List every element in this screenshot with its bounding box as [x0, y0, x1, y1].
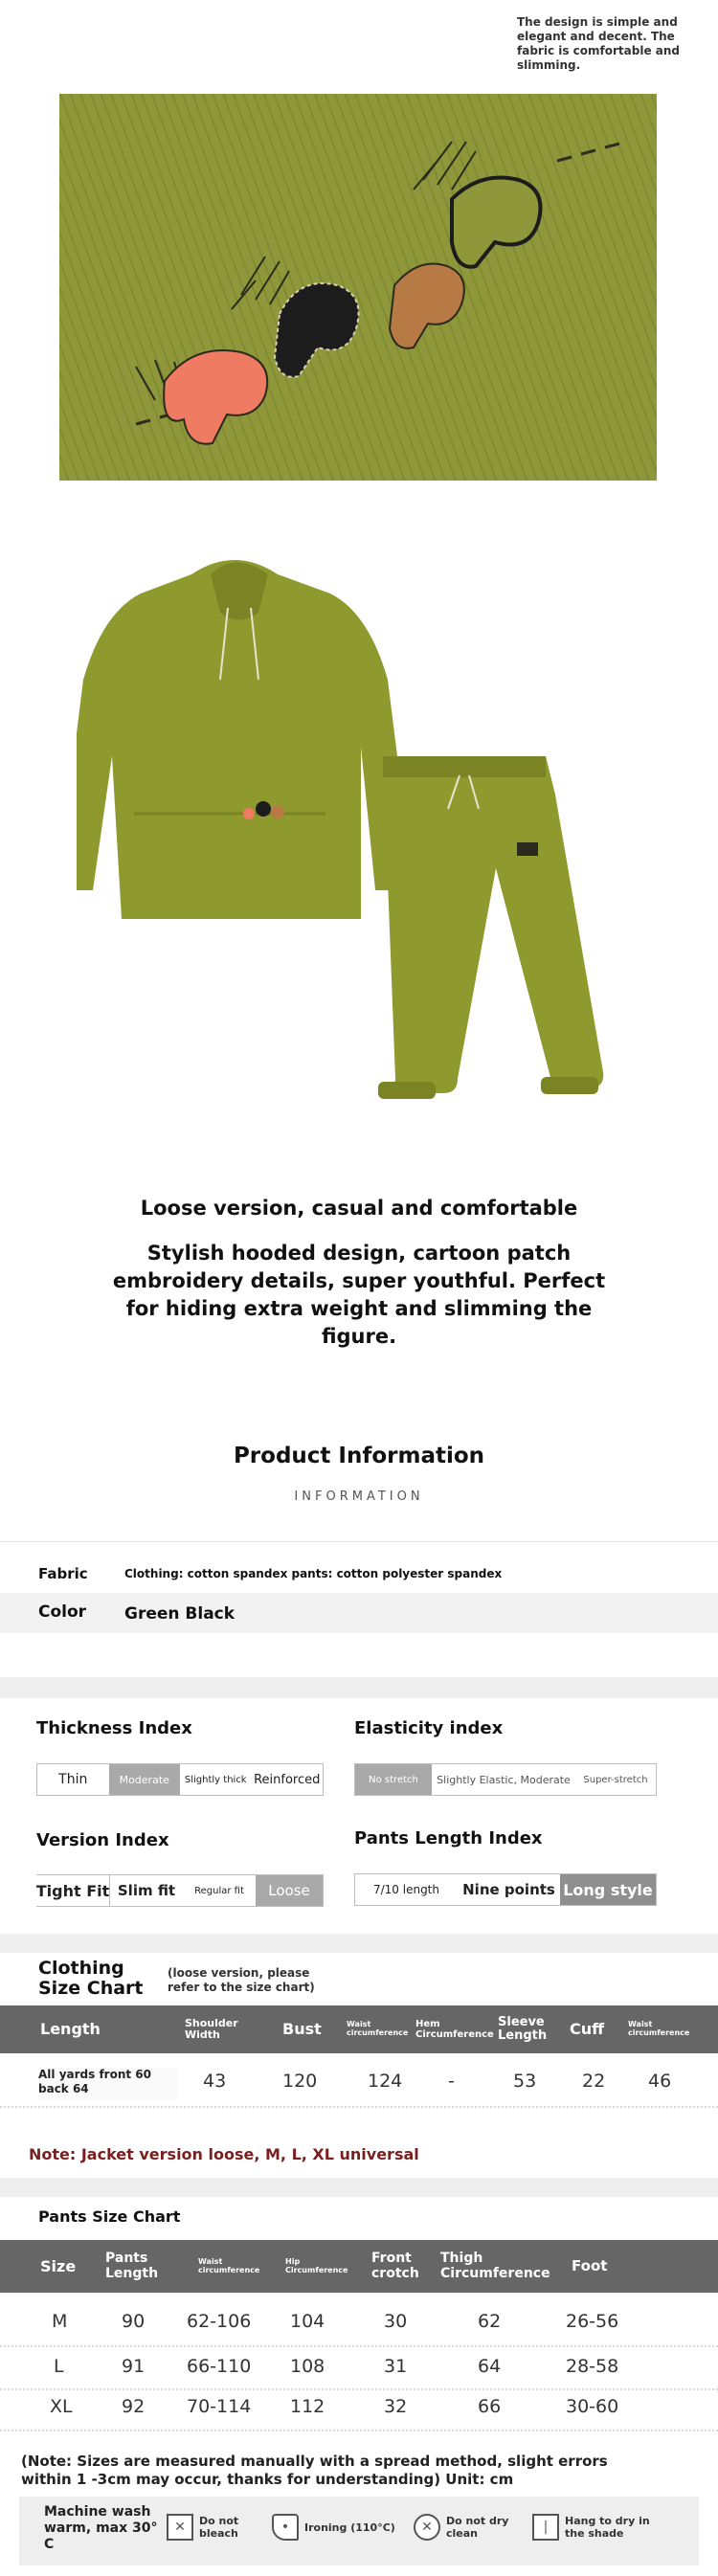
clothing-row-cuff: 22 — [582, 2071, 606, 2092]
pants-chart-title: Pants Size Chart — [38, 2207, 181, 2226]
clothing-header-hem: Hem Circumference — [415, 2019, 494, 2040]
section-band — [0, 2178, 718, 2197]
version-option-tight-fit: Tight Fit — [36, 1881, 109, 1900]
version-option-slim-fit: Slim fit — [109, 1875, 183, 1906]
fabric-value: Clothing: cotton spandex pants: cotton polyester spandex — [124, 1567, 503, 1580]
pants-header-front-crotch: Front crotch — [371, 2251, 419, 2281]
clothing-chart-note: (loose version, please refer to the size chart) — [168, 1966, 315, 1994]
clothing-row-sleeve: 53 — [513, 2071, 537, 2092]
fabric-row — [0, 1554, 718, 1594]
pants-row-m-crotch: 30 — [384, 2311, 408, 2332]
iron-icon: • — [272, 2514, 299, 2541]
pants-row-m-hip: 104 — [290, 2311, 325, 2332]
section-band — [0, 1677, 718, 1698]
embroidery-illustration — [59, 94, 657, 481]
divider — [0, 1541, 718, 1542]
color-row — [0, 1593, 718, 1633]
clothing-header-shoulder: Shoulder Width — [185, 2016, 238, 2041]
pants-header-size: Size — [40, 2256, 77, 2275]
clothing-header-sleeve: Sleeve Length — [498, 2014, 548, 2043]
product-info-title: Product Information — [233, 1444, 485, 1468]
pants-row-l-size: L — [54, 2356, 64, 2377]
pants-row-l-length: 91 — [122, 2356, 146, 2377]
care-bleach-label: Do not bleach — [199, 2515, 239, 2540]
thickness-option-thin: Thin — [58, 1772, 88, 1787]
pants-row-xl-size: XL — [50, 2396, 73, 2417]
row-separator — [0, 2430, 718, 2431]
pants-row-m-size: M — [52, 2311, 68, 2332]
clothing-header-waist-2: Waist circumference — [628, 2020, 690, 2037]
version-index-title: Version Index — [36, 1830, 169, 1850]
care-instructions-bar — [19, 2497, 699, 2565]
clothing-row-length: All yards front 60 back 64 — [38, 2068, 177, 2100]
pants-length-index-bar — [354, 1873, 657, 1906]
thickness-index-title: Thickness Index — [36, 1718, 192, 1738]
pants-length-index-title: Pants Length Index — [354, 1828, 543, 1848]
thickness-option-moderate: Moderate — [109, 1764, 181, 1795]
color-label: Color — [38, 1602, 87, 1622]
pants-row-m-waist: 62-106 — [187, 2311, 252, 2332]
elasticity-option-super-stretch: Super-stretch — [583, 1774, 648, 1785]
outfit-illustration — [77, 536, 651, 1120]
fabric-label: Fabric — [38, 1565, 88, 1582]
clothing-row-waist-2: 46 — [648, 2071, 672, 2092]
row-separator — [0, 2345, 718, 2347]
pants-row-xl-hip: 112 — [290, 2396, 325, 2417]
pants-length-option-7-10: 7/10 length — [372, 1883, 439, 1896]
version-option-loose: Loose — [256, 1875, 323, 1906]
intro-note: The design is simple and elegant and decent. The fabric is comfortable and slimming. — [517, 15, 680, 72]
thickness-option-reinforced: Reinforced — [254, 1772, 321, 1787]
pants-header-hip: Hip Circumference — [285, 2256, 348, 2274]
care-item-hang — [532, 2514, 670, 2541]
pants-row-m-length: 90 — [122, 2311, 146, 2332]
tagline-title: Loose version, casual and comfortable — [140, 1197, 578, 1220]
clothing-row-waist: 124 — [368, 2071, 403, 2092]
row-separator — [0, 2388, 718, 2390]
pants-row-m-foot: 26-56 — [566, 2311, 619, 2332]
hoodie-shape — [77, 560, 412, 919]
pants-chart-header — [0, 2240, 718, 2293]
thickness-index-bar — [36, 1763, 324, 1796]
pants-header-length: Pants Length — [105, 2251, 159, 2281]
clothing-header-bust: Bust — [282, 2020, 322, 2039]
tagline-description: Stylish hooded design, cartoon patch embroidery details, super youthful. Perfect for hiding extra weight and slimming the figure. — [112, 1242, 606, 1348]
embroidery-photo — [59, 94, 657, 481]
version-option-regular-fit: Regular fit — [194, 1885, 244, 1896]
pants-row-xl-waist: 70-114 — [187, 2396, 252, 2417]
section-band — [0, 1934, 718, 1953]
pants-chart-footnote: (Note: Sizes are measured manually with a spread method, slight errors within 1 -3cm may occur, thanks for understanding) Unit: cm — [21, 2453, 608, 2488]
elasticity-option-moderate: Slightly Elastic, Moderate — [437, 1773, 571, 1786]
pants-row-xl-crotch: 32 — [384, 2396, 408, 2417]
clothing-chart-title: Clothing Size Chart — [38, 1958, 144, 1999]
hoodie-and-pants-illustration — [77, 536, 651, 1120]
care-dry-clean-label: Do not dry clean — [446, 2515, 509, 2540]
care-item-bleach — [167, 2514, 257, 2541]
pants-row-l-foot: 28-58 — [566, 2356, 619, 2377]
pants-row-l-crotch: 31 — [384, 2356, 408, 2377]
version-index-bar — [36, 1874, 324, 1907]
clothing-header-cuff: Cuff — [570, 2020, 605, 2039]
clothing-chart-header — [0, 2005, 718, 2053]
hang-dry-icon: | — [532, 2514, 559, 2541]
clothing-header-length: Length — [40, 2020, 101, 2039]
clothing-header-waist: Waist circumference — [347, 2020, 409, 2037]
pants-header-foot: Foot — [572, 2257, 608, 2275]
pants-row-l-waist: 66-110 — [187, 2356, 252, 2377]
pants-shape — [378, 756, 603, 1099]
clothing-row-shoulder: 43 — [203, 2071, 227, 2092]
elasticity-option-no-stretch: No stretch — [355, 1764, 432, 1795]
clothing-chart-footnote: Note: Jacket version loose, M, L, XL universal — [29, 2145, 419, 2163]
pants-row-l-hip: 108 — [290, 2356, 325, 2377]
product-info-subtitle: INFORMATION — [294, 1490, 424, 1504]
care-wash-label: Machine wash warm, max 30° C — [44, 2504, 158, 2552]
pants-header-waist: Waist circumference — [198, 2256, 260, 2274]
pants-header-thigh: Thigh Circumference — [440, 2251, 550, 2281]
care-ironing-label: Ironing (110°C) — [304, 2520, 395, 2534]
elasticity-index-title: Elasticity index — [354, 1718, 504, 1738]
pants-row-m-thigh: 62 — [478, 2311, 502, 2332]
care-item-ironing — [272, 2514, 395, 2541]
thickness-option-slightly-thick: Slightly thick — [184, 1774, 247, 1785]
row-separator — [0, 2106, 718, 2108]
pants-length-option-nine-points: Nine points — [462, 1881, 555, 1898]
pants-row-xl-foot: 30-60 — [566, 2396, 619, 2417]
pants-row-xl-length: 92 — [122, 2396, 146, 2417]
clothing-row-bust: 120 — [282, 2071, 318, 2092]
pants-row-l-thigh: 64 — [478, 2356, 502, 2377]
pants-row-xl-thigh: 66 — [478, 2396, 502, 2417]
care-item-dry-clean — [414, 2514, 513, 2541]
elasticity-index-bar — [354, 1763, 657, 1796]
no-bleach-icon: ✕ — [167, 2514, 193, 2541]
no-dry-clean-icon: ✕ — [414, 2514, 440, 2541]
color-value: Green Black — [124, 1604, 236, 1624]
care-hang-label: Hang to dry in the shade — [565, 2515, 650, 2540]
clothing-row-hem: - — [448, 2071, 455, 2092]
pants-length-option-long-style: Long style — [560, 1874, 656, 1905]
